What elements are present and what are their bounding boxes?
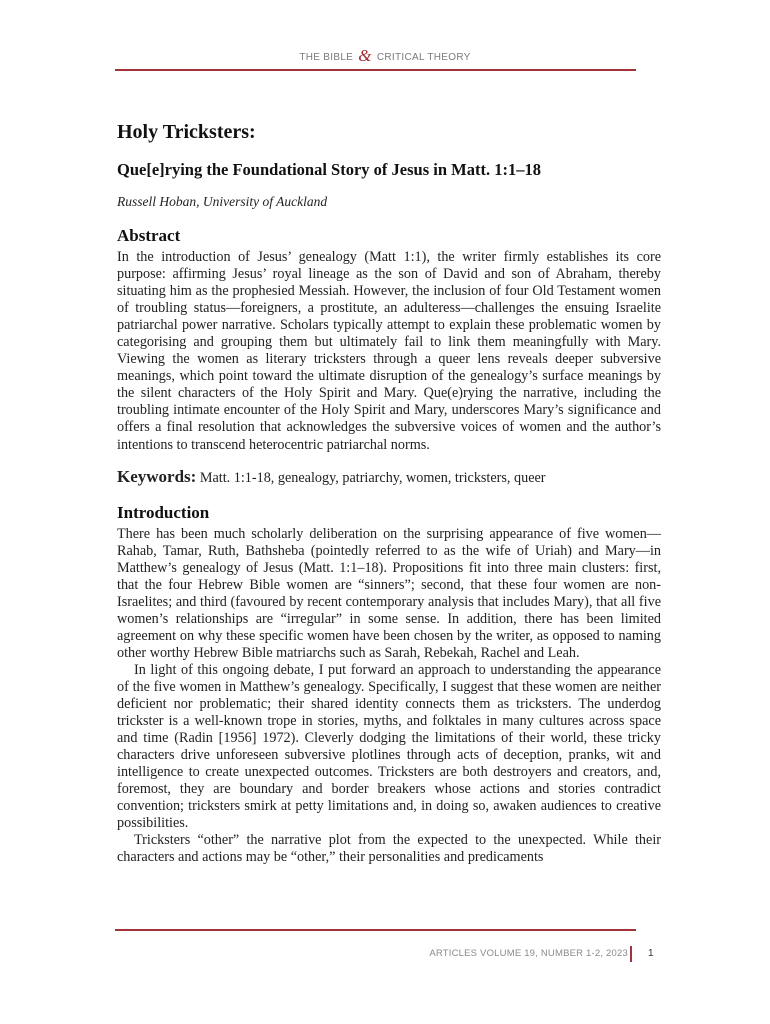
introduction-heading: Introduction [117, 502, 210, 522]
article-subtitle: Que[e]rying the Foundational Story of Jesus in Matt. 1:1–18 [117, 160, 541, 179]
abstract-text: In the introduction of Jesus’ genealogy (Matt 1:1), the writer firmly establishes its core purpose: affirming Jesus’ royal lineage as the son of David and son of Abraham, thereby situating him as the prophesied Messiah. However, the inclusion of four Old Testament women of troubling status—foreigners, a prostitute, an adulteress—challenges the ensuing Israelite patriarchal power narrative. Scholars typically attempt to explain these problematic women by categorising and grouping them but ultimately fail to link them meaningfully with Mary. Viewing the women as literary tricksters through a queer lens reveals deeper subversive meanings, which point toward the ultimate disruption of the genealogy’s surface meanings by the silent characters of the Holy Spirit and Mary. Que(e)rying the narrative, including the troubling intimate encounter of the Holy Spirit and Mary, underscores Mary’s significance and offers a final resolution that acknowledges the subversive voices of women and the author’s intentions to transcend heterocentric patriarchal norms. [117, 249, 661, 453]
running-head-right: CRITICAL THEORY [376, 52, 471, 63]
abstract-heading: Abstract [117, 226, 181, 245]
footer-rule [115, 929, 636, 931]
article-title: Holy Tricksters: [117, 121, 256, 143]
keywords-label: Keywords: [117, 466, 197, 486]
keywords [117, 467, 661, 488]
introduction-paragraph: There has been much scholarly deliberation on the surprising appearance of five women—Rahab, Tamar, Ruth, Bathsheba (pointedly referred to as the wife of Uriah) and Mary—in Matthew’s genealogy of Jesus (Matt. 1:1–18). Propositions fit into three main clusters: first, that the four Hebrew Bible women are “sinners”; second, that these four women are non-Israelites; and third (favoured by recent contemporary analysis that includes Mary), that all five women’s relationships are “irregular” in some sense. In addition, there has been limited agreement on why these specific women have been chosen by the writer, as opposed to naming other worthy Hebrew Bible matriarchs such as Sarah, Rebekah, Rachel and Leah. [117, 525, 661, 661]
introduction-paragraph: Tricksters “other” the narrative plot from the expected to the unexpected. While their characters and actions may be “other,” their personalities and predicaments [117, 832, 661, 866]
running-head [0, 45, 770, 65]
author-line: Russell Hoban, University of Auckland [117, 194, 328, 209]
page-number: 1 [648, 948, 654, 959]
running-head-left: THE BIBLE [299, 52, 354, 63]
header-rule [115, 69, 636, 71]
introduction-paragraph: In light of this ongoing debate, I put forward an approach to understanding the appearance of the five women in Matthew’s genealogy. Specifically, I suggest that these women are neither deficient nor problematic; their shared identity connects them as tricksters. The underdog trickster is a well-known trope in stories, myths, and folktales in many cultures across space and time (Radin [1956] 1972). Cleverly dodging the limitations of their world, these tricky characters drive unforeseen subversive plotlines through acts of deception, pranks, wit and intelligence to create unexpected outcomes. Tricksters are both destroyers and creators, and, foremost, they are boundary and border breakers whose actions and stories contradict convention; tricksters smirk at petty limitations and, in doing so, awaken audiences to creative possibilities. [117, 661, 661, 832]
journal-info: ARTICLES VOLUME 19, NUMBER 1-2, 2023 [429, 948, 628, 959]
article-body [117, 118, 661, 867]
running-head-ampersand: & [358, 46, 372, 65]
footer-divider [630, 946, 632, 962]
keywords-text: Matt. 1:1-18, genealogy, patriarchy, women, tricksters, queer [199, 469, 546, 486]
